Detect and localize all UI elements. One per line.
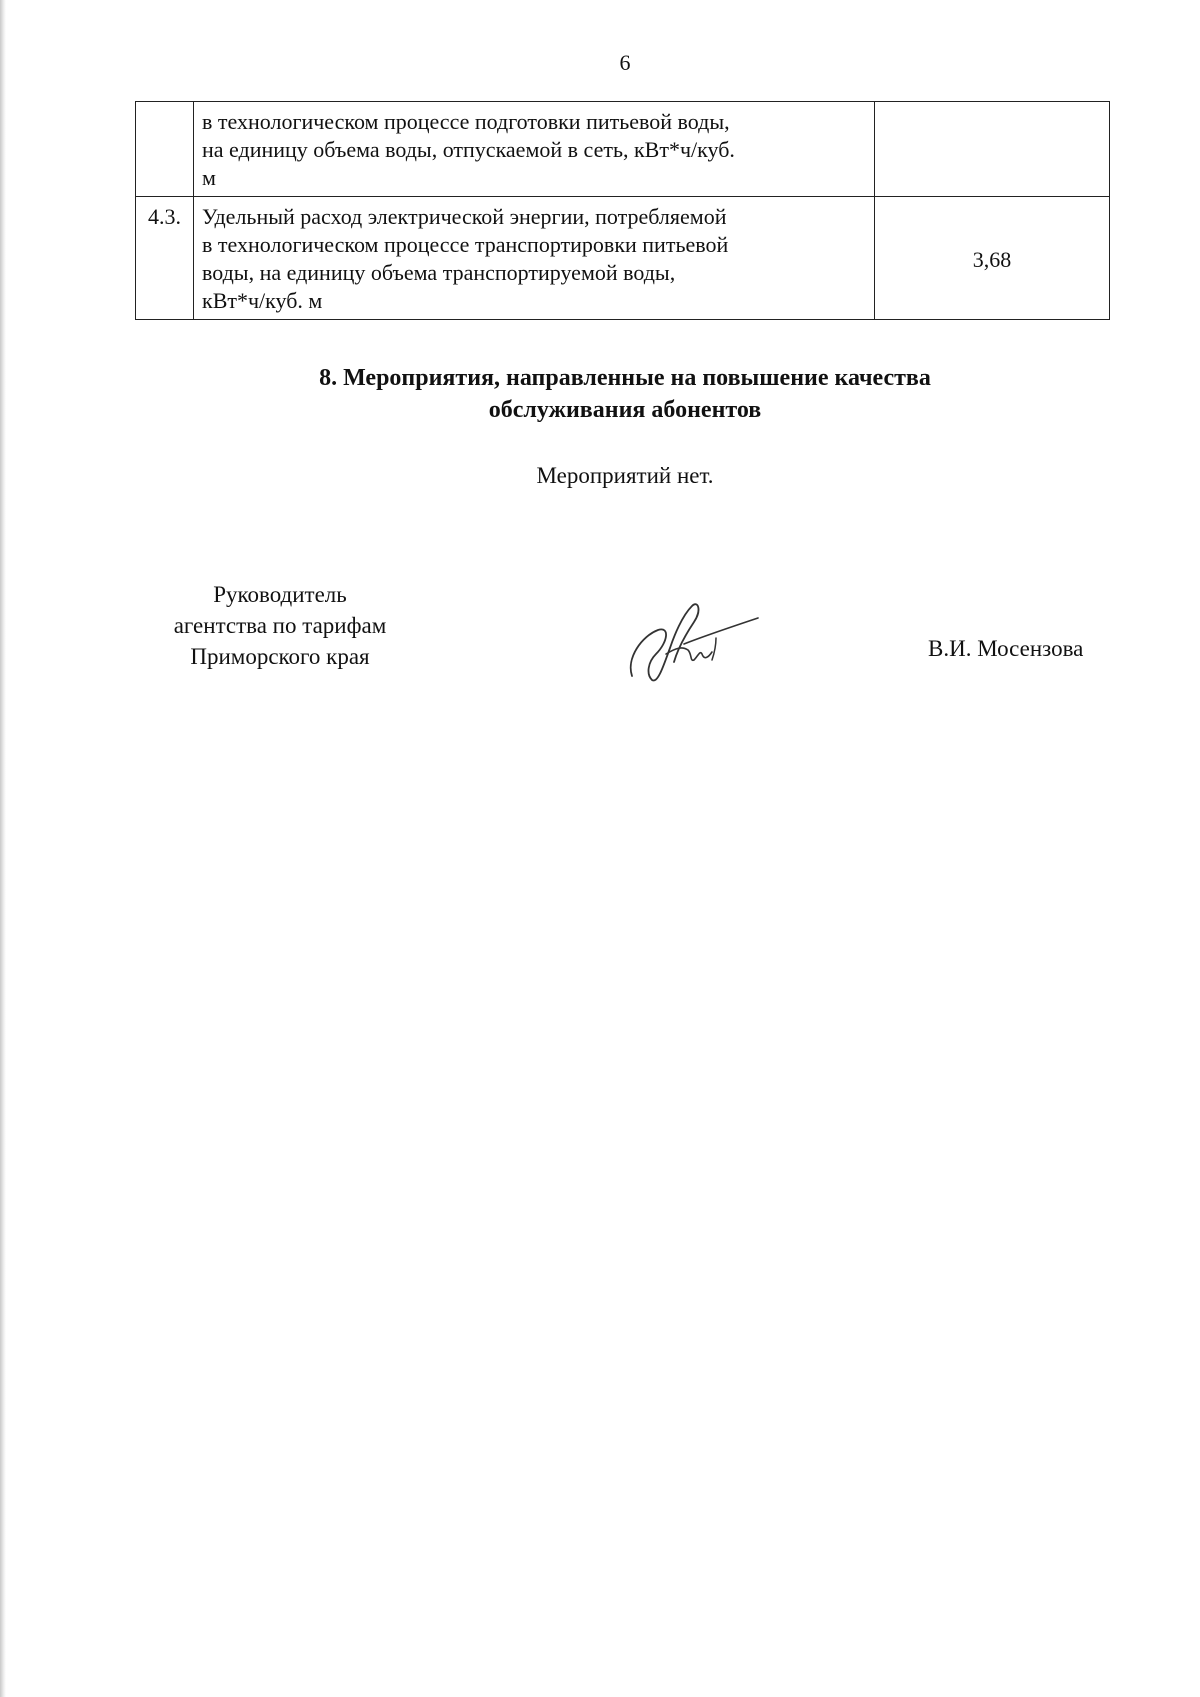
section-title-line: обслуживания абонентов (488, 397, 762, 423)
indicators-table (135, 101, 1110, 320)
section-title-line: 8. Мероприятия, направленные на повышение качества (319, 365, 931, 391)
row-number-cell: 4.3. (136, 197, 194, 320)
signer-position-line: Приморского края (190, 644, 370, 669)
row-number-cell (136, 102, 194, 197)
section-8-title (0, 362, 1200, 426)
row-name-cell (194, 197, 875, 320)
signer-name: В.И. Мосензова (928, 636, 1084, 661)
signer-position-line: агентства по тарифам (173, 613, 387, 638)
signer-position (120, 579, 440, 672)
handwritten-signature-icon (612, 598, 762, 688)
row-name-line: на единицу объема воды, отпускаемой в сеть, кВт*ч/куб. (202, 137, 735, 162)
signer-position-line: Руководитель (213, 582, 347, 607)
row-name-line: Удельный расход электрической энергии, потребляемой (202, 204, 727, 229)
row-name-line: в технологическом процессе подготовки питьевой воды, (202, 109, 730, 134)
table-row (136, 102, 1110, 197)
row-name-line: воды, на единицу объема транспортируемой воды, (202, 260, 676, 285)
row-name-line: м (202, 165, 216, 190)
row-name-cell (194, 102, 875, 197)
row-value-cell (875, 102, 1110, 197)
section-8-body: Мероприятий нет. (536, 463, 714, 488)
page-number: 6 (619, 50, 631, 75)
row-name-line: в технологическом процессе транспортировки питьевой (202, 232, 729, 257)
row-value-cell: 3,68 (875, 197, 1110, 320)
table-row (136, 197, 1110, 320)
row-name-line: кВт*ч/куб. м (202, 288, 323, 313)
scan-edge-shadow (0, 0, 6, 1697)
